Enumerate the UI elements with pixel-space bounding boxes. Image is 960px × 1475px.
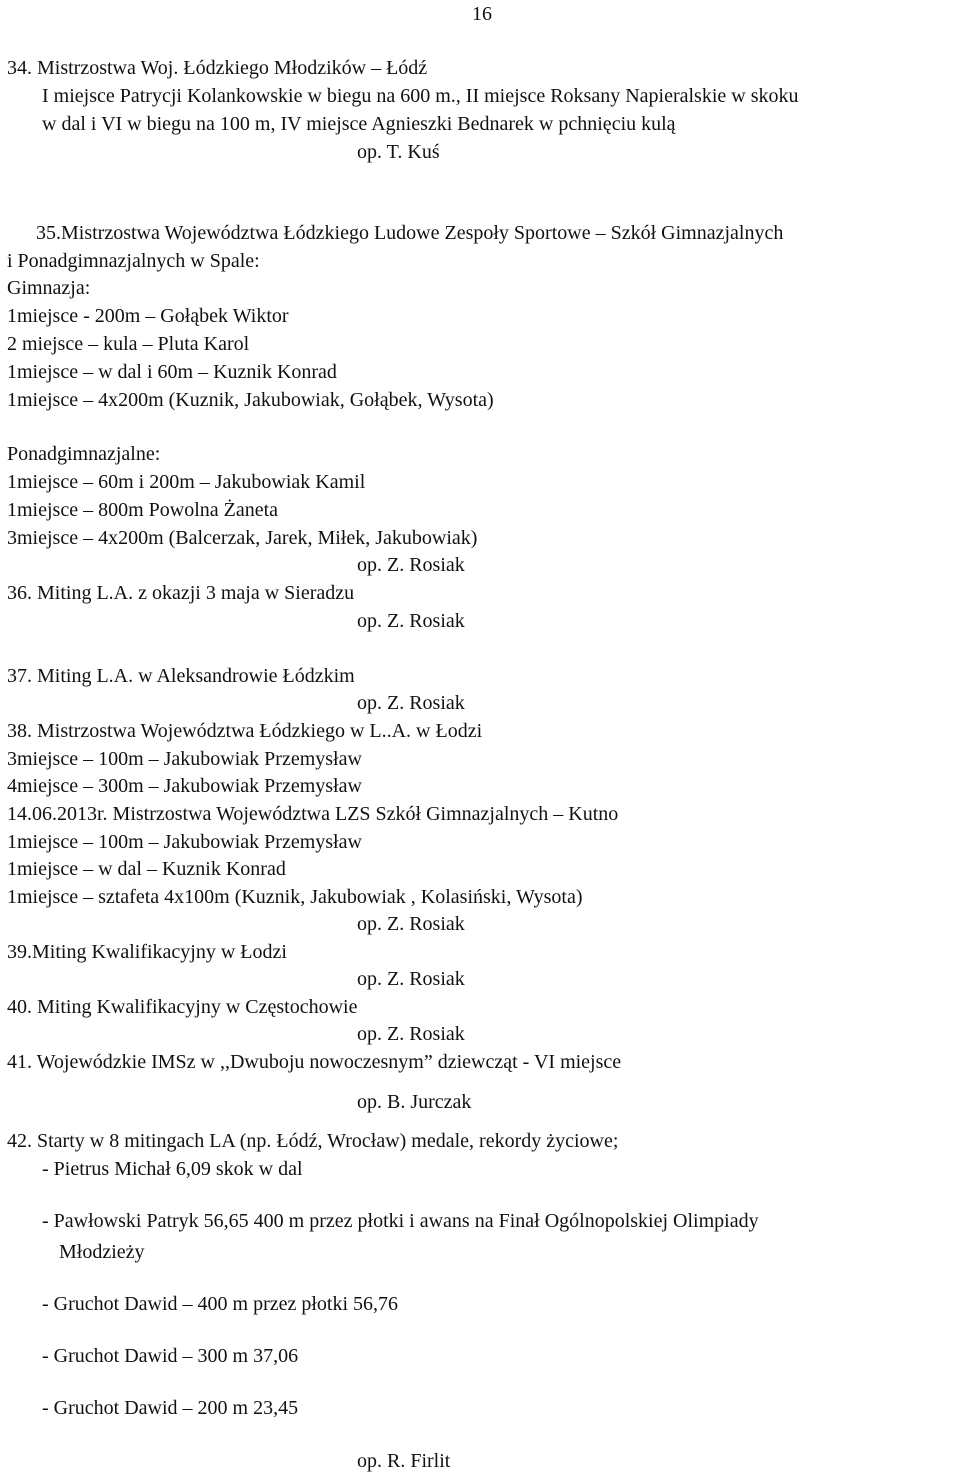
organizer-note: op. Z. Rosiak — [357, 913, 465, 935]
section-line: 4miejsce – 300m – Jakubowiak Przemysław — [7, 775, 362, 797]
section-heading: 41. Wojewódzkie IMSz w ,,Dwuboju nowoczesnym” dziewcząt - VI miejsce — [7, 1051, 622, 1073]
list-item-continuation: Młodzieży — [59, 1241, 145, 1263]
organizer-note: op. T. Kuś — [357, 141, 440, 163]
section-line: 3miejsce – 100m – Jakubowiak Przemysław — [7, 748, 362, 770]
section-heading: 36. Miting L.A. z okazji 3 maja w Sieradzu — [7, 582, 355, 604]
list-item: - Gruchot Dawid – 400 m przez płotki 56,76 — [42, 1293, 399, 1315]
section-line: i Ponadgimnazjalnych w Spale: — [7, 250, 260, 272]
section-heading: 38. Mistrzostwa Województwa Łódzkiego w L..A. w Łodzi — [7, 720, 483, 742]
section-line: 3miejsce – 4x200m (Balcerzak, Jarek, Miłek, Jakubowiak) — [7, 527, 478, 549]
list-item: - Pawłowski Patryk 56,65 400 m przez płotki i awans na Finał Ogólnopolskiej Olimpiady — [42, 1210, 759, 1232]
page-number: 16 — [472, 3, 492, 25]
list-item: - Pietrus Michał 6,09 skok w dal — [42, 1158, 303, 1180]
section-line: 1miejsce – sztafeta 4x100m (Kuznik, Jakubowiak , Kolasiński, Wysota) — [7, 886, 583, 908]
list-item: - Gruchot Dawid – 200 m 23,45 — [42, 1397, 299, 1419]
section-line: 1miejsce – 60m i 200m – Jakubowiak Kamil — [7, 471, 366, 493]
section-line: Gimnazja: — [7, 277, 91, 299]
section-line: 1miejsce – 800m Powolna Żaneta — [7, 499, 279, 521]
organizer-note: op. Z. Rosiak — [357, 692, 465, 714]
section-line: 1miejsce – 100m – Jakubowiak Przemysław — [7, 831, 362, 853]
section-line: 1miejsce – w dal – Kuznik Konrad — [7, 858, 286, 880]
section-line: 2 miejsce – kula – Pluta Karol — [7, 333, 250, 355]
section-line: 1miejsce - 200m – Gołąbek Wiktor — [7, 305, 289, 327]
organizer-note: op. Z. Rosiak — [357, 1023, 465, 1045]
organizer-note: op. Z. Rosiak — [357, 968, 465, 990]
section-heading: 39.Miting Kwalifikacyjny w Łodzi — [7, 941, 287, 963]
section-heading: 37. Miting L.A. w Aleksandrowie Łódzkim — [7, 665, 355, 687]
section-line: Ponadgimnazjalne: — [7, 443, 161, 465]
section-line: w dal i VI w biegu na 100 m, IV miejsce Agnieszki Bednarek w pchnięciu kulą — [42, 113, 676, 135]
organizer-note: op. B. Jurczak — [357, 1091, 472, 1113]
section-heading: 34. Mistrzostwa Woj. Łódzkiego Młodzików – Łódź — [7, 57, 428, 79]
section-line: 1miejsce – w dal i 60m – Kuznik Konrad — [7, 361, 337, 383]
section-line: I miejsce Patrycji Kolankowskie w biegu na 600 m., II miejsce Roksany Napieralskie w skoku — [42, 85, 799, 107]
section-heading: 35.Mistrzostwa Województwa Łódzkiego Ludowe Zespoły Sportowe – Szkół Gimnazjalnych — [36, 222, 784, 244]
section-heading: 42. Starty w 8 mitingach LA (np. Łódź, Wrocław) medale, rekordy życiowe; — [7, 1130, 619, 1152]
section-heading: 40. Miting Kwalifikacyjny w Częstochowie — [7, 996, 358, 1018]
list-item: - Gruchot Dawid – 300 m 37,06 — [42, 1345, 299, 1367]
organizer-note: op. Z. Rosiak — [357, 554, 465, 576]
section-line: 1miejsce – 4x200m (Kuznik, Jakubowiak, Gołąbek, Wysota) — [7, 389, 494, 411]
organizer-note: op. R. Firlit — [357, 1450, 451, 1472]
section-line: 14.06.2013r. Mistrzostwa Województwa LZS Szkół Gimnazjalnych – Kutno — [7, 803, 619, 825]
organizer-note: op. Z. Rosiak — [357, 610, 465, 632]
